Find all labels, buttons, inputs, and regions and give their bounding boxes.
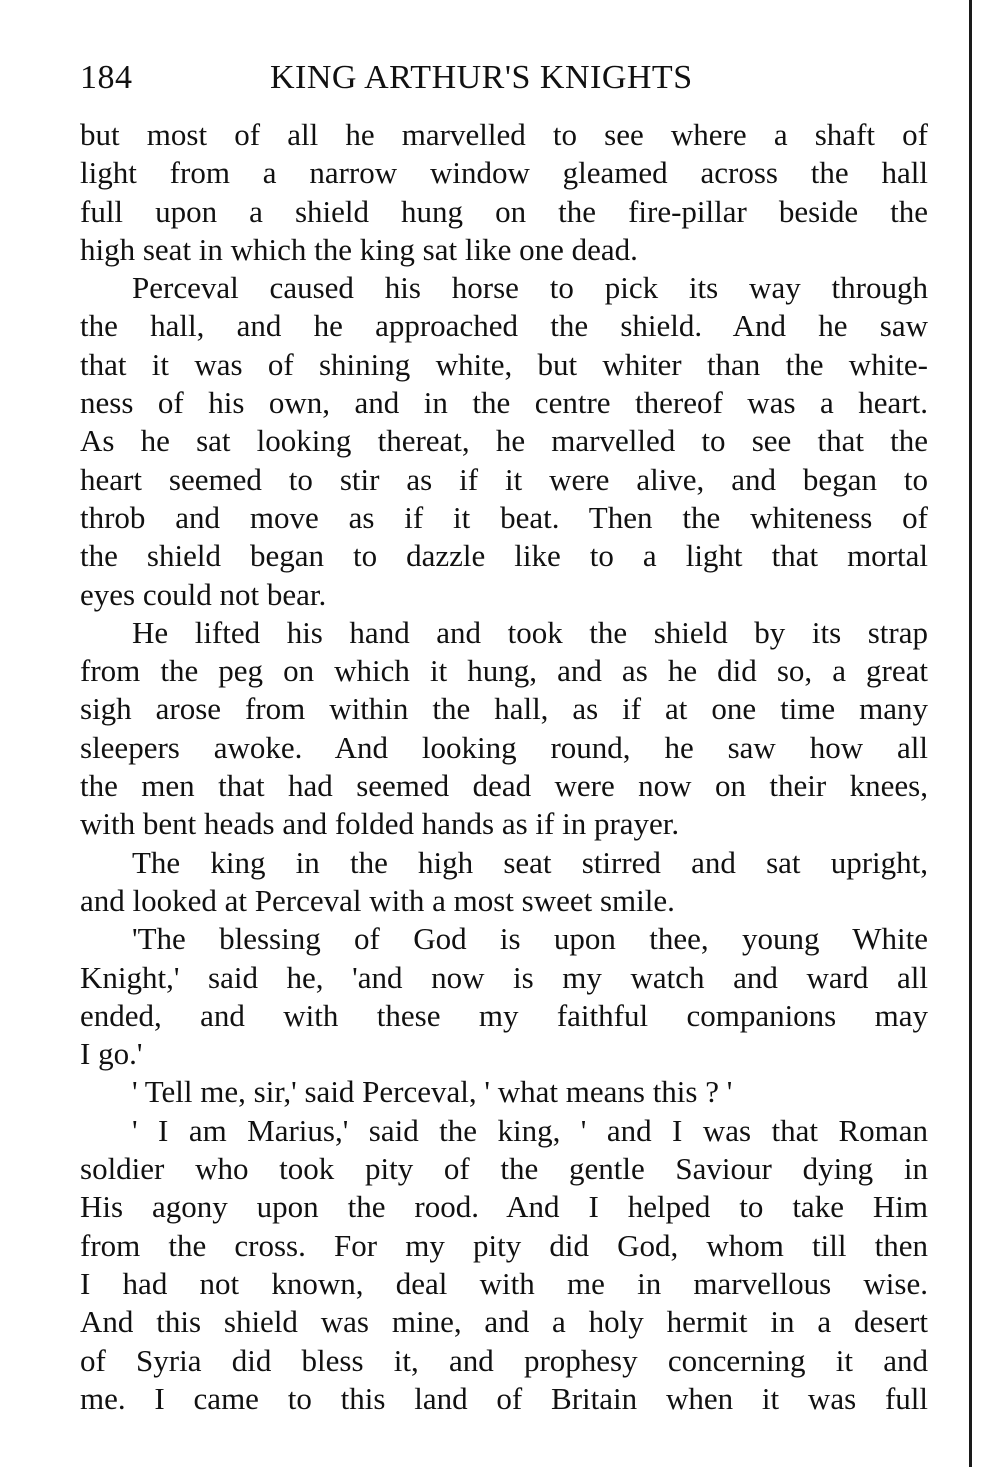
text-line: high seat in which the king sat like one dead. (80, 231, 638, 267)
text-line: eyes could not bear. (80, 576, 327, 612)
body-text (80, 116, 928, 1418)
text-line: with bent heads and folded hands as if in prayer. (80, 806, 680, 842)
page-number: 184 (80, 59, 133, 96)
text-line: me. I came to this land of Britain when it was full (80, 1380, 928, 1416)
text-line: I had not known, deal with me in marvellous wise. (80, 1265, 928, 1301)
text-line: of Syria did bless it, and prophesy concerning it and (80, 1342, 928, 1378)
text-line: that it was of shining white, but whiter than the white- (80, 346, 928, 382)
running-head: KING ARTHUR'S KNIGHTS (270, 59, 693, 96)
text-line: ness of his own, and in the centre thereof was a heart. (80, 385, 928, 421)
text-line: He lifted his hand and took the shield by its strap (132, 614, 928, 650)
text-line: ' I am Marius,' said the king, ' and I was that Roman (132, 1112, 928, 1148)
text-line: full upon a shield hung on the fire-pillar beside the (80, 193, 928, 229)
text-line: the hall, and he approached the shield. And he saw (80, 308, 928, 344)
text-line: Perceval caused his horse to pick its way through (132, 270, 928, 306)
text-line: throb and move as if it beat. Then the whiteness of (80, 499, 928, 535)
text-line: light from a narrow window gleamed across the hall (80, 155, 928, 191)
text-line: I go.' (80, 1036, 143, 1072)
text-line: from the cross. For my pity did God, whom till then (80, 1227, 928, 1263)
text-line: Knight,' said he, 'and now is my watch and ward all (80, 959, 928, 995)
text-line: ended, and with these my faithful companions may (80, 997, 928, 1033)
text-line: As he sat looking thereat, he marvelled to see that the (80, 423, 928, 459)
text-line: And this shield was mine, and a holy hermit in a desert (80, 1304, 928, 1340)
text-line: 'The blessing of God is upon thee, young White (132, 921, 928, 957)
text-line: but most of all he marvelled to see where a shaft of (80, 117, 928, 152)
text-line: heart seemed to stir as if it were alive, and began to (80, 461, 928, 497)
text-line: sleepers awoke. And looking round, he saw how all (80, 729, 928, 765)
text-line: soldier who took pity of the gentle Saviour dying in (80, 1151, 928, 1187)
text-line: from the peg on which it hung, and as he did so, a great (80, 653, 928, 689)
text-line: the shield began to dazzle like to a light that mortal (80, 538, 928, 574)
text-line: sigh arose from within the hall, as if at one time many (80, 691, 928, 727)
text-line: and looked at Perceval with a most sweet smile. (80, 882, 675, 918)
text-line: the men that had seemed dead were now on their knees, (80, 768, 928, 804)
text-line: The king in the high seat stirred and sat upright, (132, 844, 928, 880)
text-line: ' Tell me, sir,' said Perceval, ' what means this ? ' (132, 1074, 733, 1110)
text-line: His agony upon the rood. And I helped to take Him (80, 1189, 928, 1225)
scan-edge-line (969, 0, 972, 1467)
page-header (80, 54, 940, 102)
